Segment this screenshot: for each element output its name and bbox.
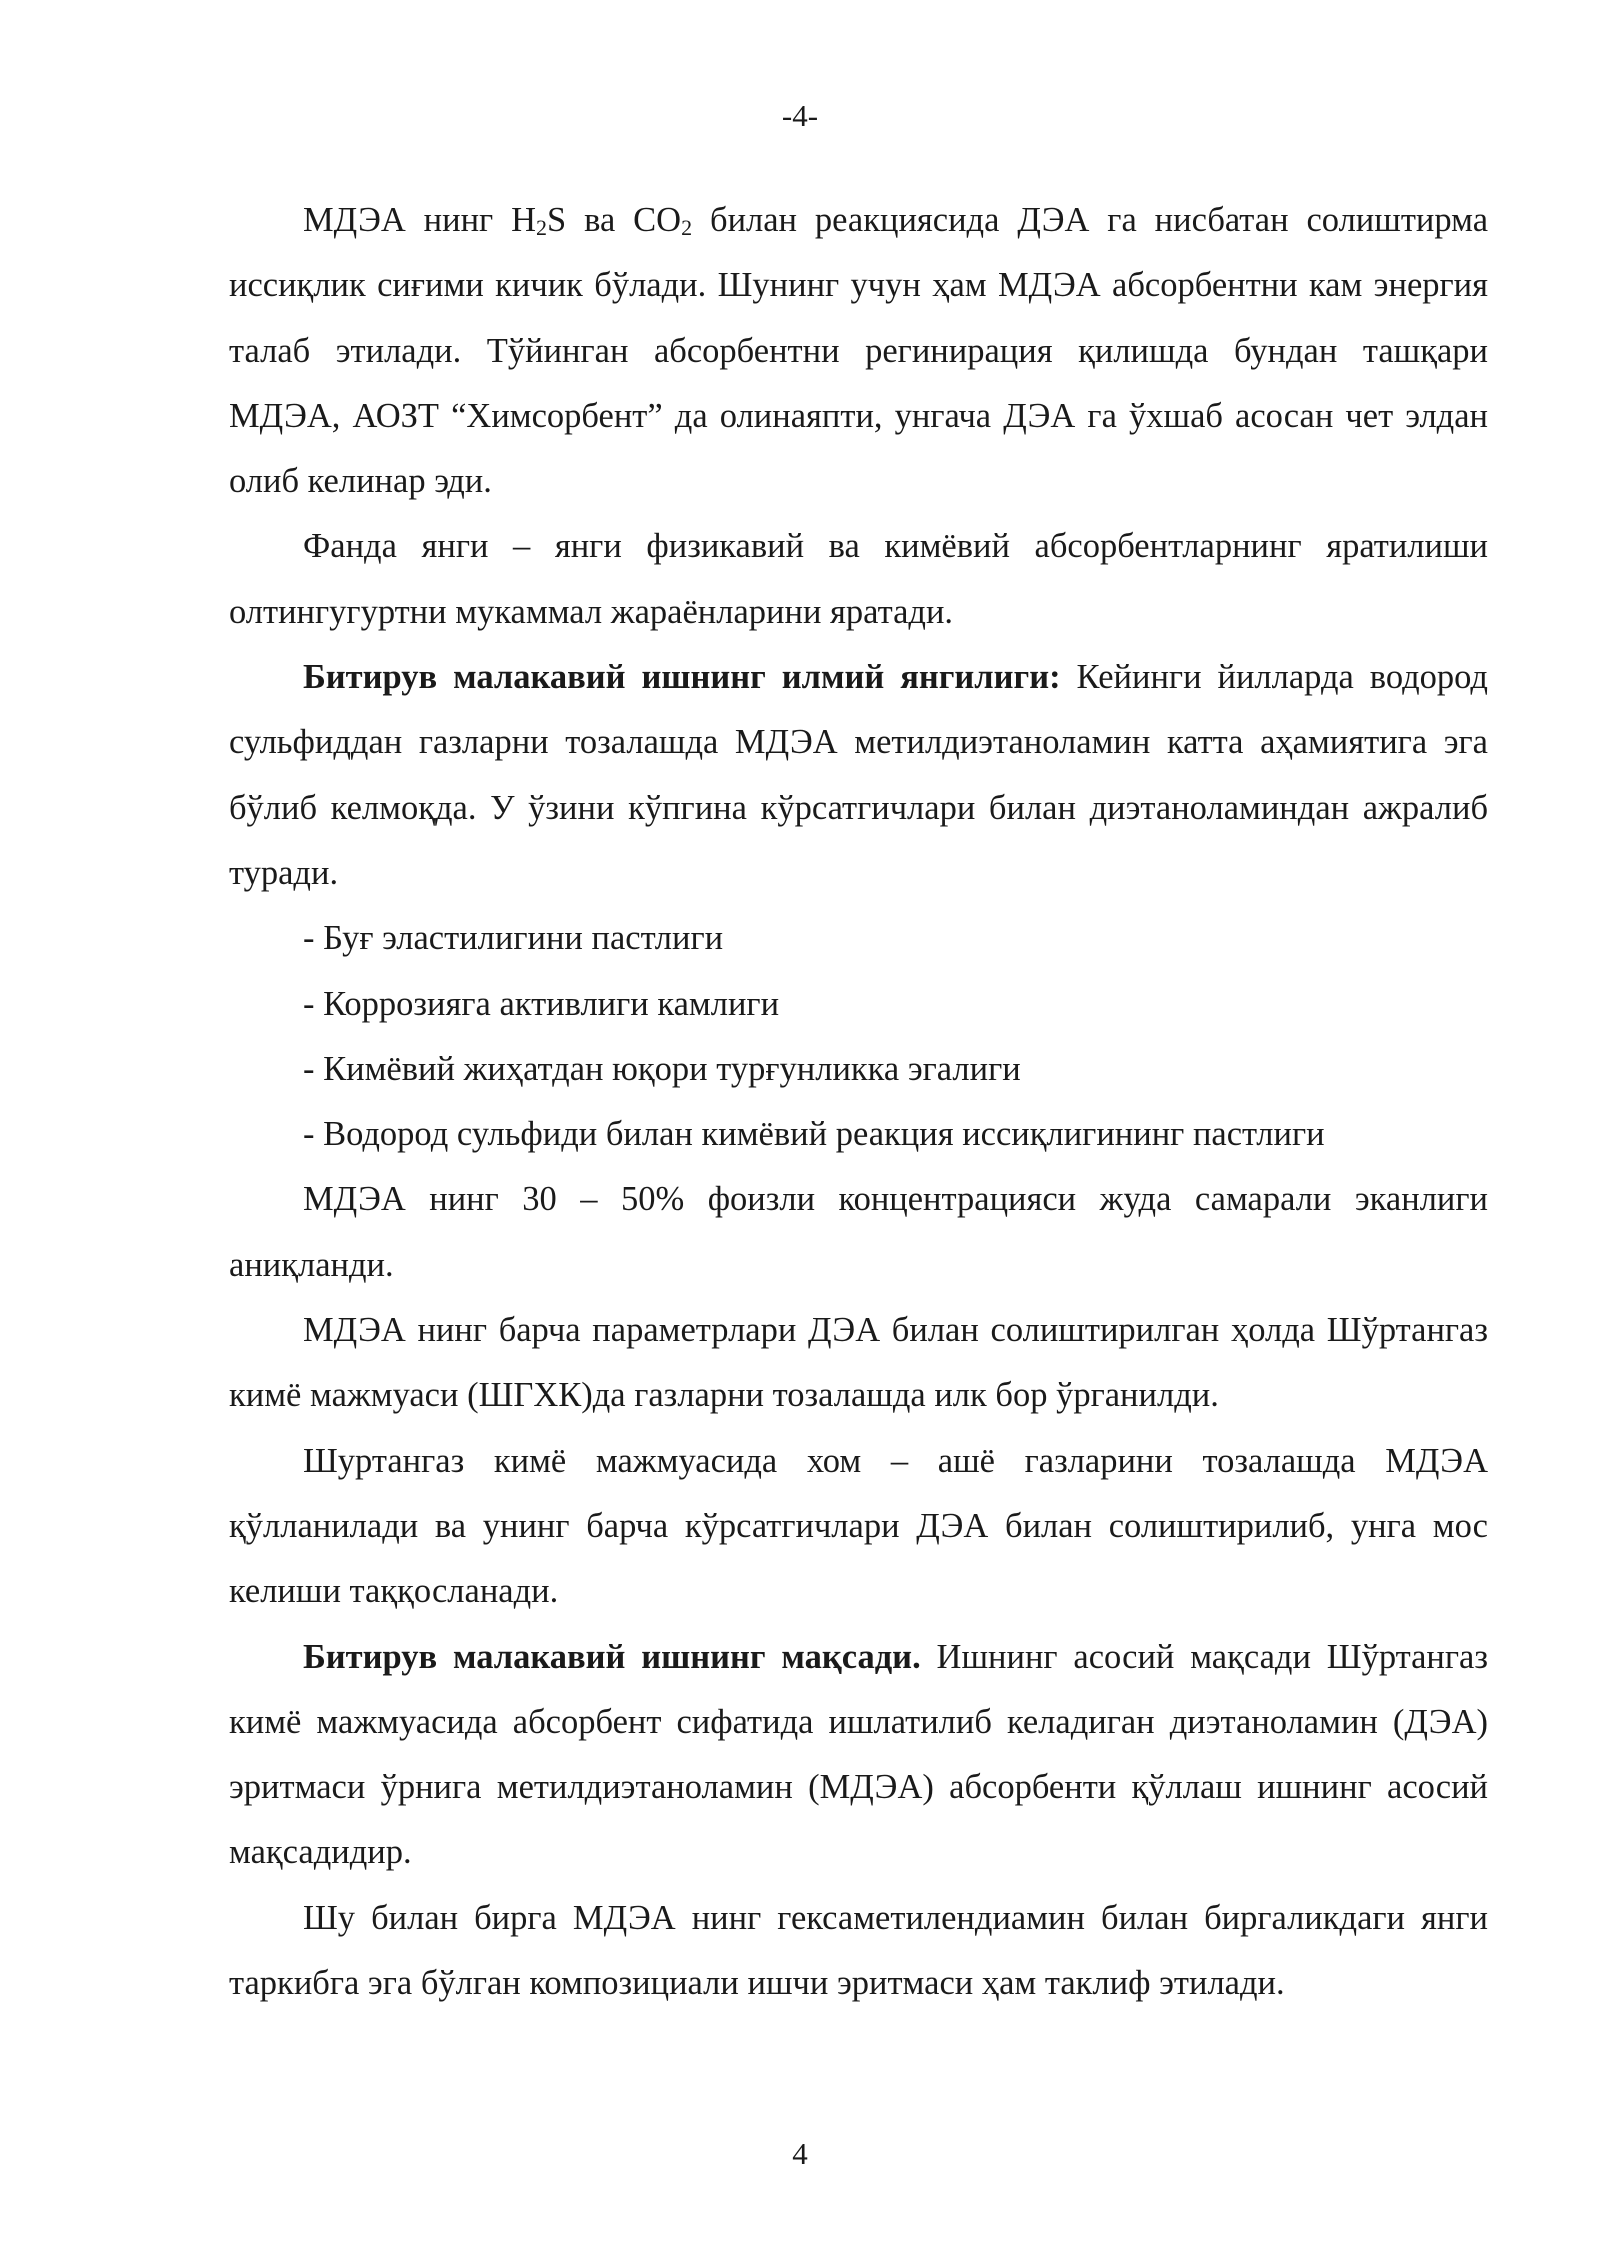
page-footer-number: 4 bbox=[792, 2136, 808, 2171]
goal-heading: Битирув малакавий ишнинг мақсади. bbox=[303, 1637, 921, 1676]
goal-text: Ишнинг асосий мақсади Шўртангаз кимё мажмуасида абсорбент сифатида ишлатилиб келадиган диэтаноламин (ДЭА) эритмаси ўрнига метилдиэтаноламин (МДЭА) абсорбенти қўллаш ишнинг асосий мақсадидир. bbox=[229, 1637, 1488, 1872]
paragraph-new-absorbents: Фанда янги – янги физикавий ва кимёвий абсорбентларнинг яратилиши олтингугуртни мукаммал жараёнларини яратади. bbox=[229, 527, 1488, 631]
paragraph-mdea-heat-capacity bbox=[229, 188, 1488, 514]
bullet-item: - Коррозияга активлиги камлиги bbox=[303, 984, 780, 1023]
co2-subscript: 2 bbox=[681, 215, 693, 240]
bullet-item: - Буғ эластилигини пастлиги bbox=[303, 919, 724, 958]
paragraph-concentration: МДЭА нинг 30 – 50% фоизли концентрацияси жуда самарали эканлиги аниқланди. bbox=[229, 1180, 1488, 1284]
bullet-item: - Кимёвий жиҳатдан юқори турғунликка эгалиги bbox=[303, 1049, 1021, 1088]
h2s-subscript: 2 bbox=[536, 215, 548, 240]
scientific-novelty-heading: Битирув малакавий ишнинг илмий янгилиги: bbox=[303, 658, 1061, 697]
document-body bbox=[229, 188, 1488, 2016]
p1-text-c: билан реакциясида ДЭА га нисбатан солиштирма иссиқлик сиғими кичик бўлади. Шунинг учун ҳам МДЭА абсорбентни кам энергия талаб этилади. Тўйинган абсорбентни регинирация қилишда бундан ташқари МДЭА, АОЗТ “Химсорбент” да олинаяпти, унгача ДЭА га ўхшаб асосан чет элдан олиб келинар эди. bbox=[229, 201, 1489, 501]
p1-text-a: МДЭА нинг H bbox=[303, 201, 537, 239]
paragraph-scientific-novelty bbox=[229, 645, 1488, 906]
p1-text-b: S ва CO bbox=[547, 201, 682, 239]
paragraph-composition: Шу билан бирга МДЭА нинг гексаметилендиамин билан биргаликдаги янги таркибга эга бўлган композициали ишчи эритмаси ҳам таклиф этилади. bbox=[229, 1898, 1488, 2003]
scientific-novelty-text: Кейинги йилларда водород сульфиддан газларни тозалашда МДЭА метилдиэтаноламин катта аҳамиятига эга бўлиб келмоқда. У ўзини кўпгина кўрсатгичлари билан диэтаноламиндан ажралиб туради. bbox=[229, 658, 1488, 892]
bullet-item: - Водород сульфиди билан кимёвий реакция иссиқлигининг пастлиги bbox=[303, 1115, 1325, 1154]
paragraph-shurtangaz: Шуртангаз кимё мажмуасида хом – ашё газларини тозалашда МДЭА қўлланилади ва унинг барча кўрсатгичлари ДЭА билан солиштирилиб, унга мос келиши таққосланади. bbox=[229, 1441, 1488, 1611]
paragraph-parameters: МДЭА нинг барча параметрлари ДЭА билан солиштирилган ҳолда Шўртангаз кимё мажмуаси (ШГХК)да газларни тозалашда илк бор ўрганилди. bbox=[229, 1311, 1488, 1415]
paragraph-goal bbox=[229, 1625, 1488, 1886]
page-header-number: -4- bbox=[781, 98, 819, 133]
